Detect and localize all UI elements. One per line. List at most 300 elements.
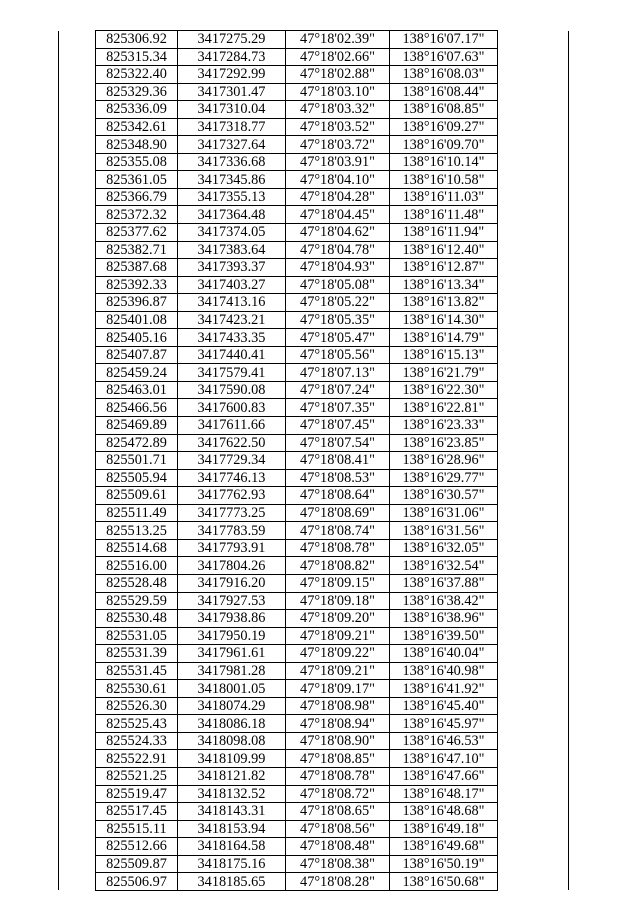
blank-left-cell	[59, 452, 96, 470]
latitude-cell: 47°18'05.22"	[286, 294, 390, 312]
blank-left-cell	[59, 732, 96, 750]
longitude-cell: 138°16'09.27"	[390, 118, 498, 136]
blank-right-cell	[498, 381, 569, 399]
northing-cell: 3418153.94	[178, 820, 286, 838]
latitude-cell: 47°18'03.10"	[286, 83, 390, 101]
easting-cell: 825348.90	[96, 136, 178, 154]
northing-cell: 3418098.08	[178, 732, 286, 750]
blank-right-cell	[498, 434, 569, 452]
blank-left-cell	[59, 31, 96, 49]
northing-cell: 3417783.59	[178, 522, 286, 540]
easting-cell: 825396.87	[96, 294, 178, 312]
table-row	[59, 557, 569, 575]
blank-right-cell	[498, 136, 569, 154]
blank-left-cell	[59, 715, 96, 733]
table-row	[59, 101, 569, 119]
table-row	[59, 206, 569, 224]
blank-right-cell	[498, 574, 569, 592]
blank-left-cell	[59, 66, 96, 84]
longitude-cell: 138°16'12.87"	[390, 259, 498, 277]
easting-cell: 825342.61	[96, 118, 178, 136]
latitude-cell: 47°18'08.64"	[286, 487, 390, 505]
table-row	[59, 136, 569, 154]
latitude-cell: 47°18'03.91"	[286, 153, 390, 171]
blank-right-cell	[498, 66, 569, 84]
blank-left-cell	[59, 259, 96, 277]
blank-right-cell	[498, 680, 569, 698]
longitude-cell: 138°16'14.30"	[390, 311, 498, 329]
blank-left-cell	[59, 557, 96, 575]
blank-left-cell	[59, 873, 96, 891]
table-row	[59, 434, 569, 452]
blank-right-cell	[498, 522, 569, 540]
northing-cell: 3417383.64	[178, 241, 286, 259]
northing-cell: 3418132.52	[178, 785, 286, 803]
longitude-cell: 138°16'13.34"	[390, 276, 498, 294]
longitude-cell: 138°16'31.06"	[390, 504, 498, 522]
longitude-cell: 138°16'45.97"	[390, 715, 498, 733]
longitude-cell: 138°16'32.05"	[390, 539, 498, 557]
latitude-cell: 47°18'05.56"	[286, 346, 390, 364]
latitude-cell: 47°18'09.17"	[286, 680, 390, 698]
blank-right-cell	[498, 785, 569, 803]
easting-cell: 825505.94	[96, 469, 178, 487]
latitude-cell: 47°18'07.24"	[286, 381, 390, 399]
blank-left-cell	[59, 83, 96, 101]
latitude-cell: 47°18'04.62"	[286, 224, 390, 242]
table-row	[59, 188, 569, 206]
table-row	[59, 522, 569, 540]
blank-right-cell	[498, 364, 569, 382]
blank-left-cell	[59, 767, 96, 785]
blank-left-cell	[59, 241, 96, 259]
northing-cell: 3417327.64	[178, 136, 286, 154]
blank-left-cell	[59, 522, 96, 540]
table-row	[59, 417, 569, 435]
easting-cell: 825506.97	[96, 873, 178, 891]
easting-cell: 825509.61	[96, 487, 178, 505]
latitude-cell: 47°18'05.47"	[286, 329, 390, 347]
table-row	[59, 539, 569, 557]
latitude-cell: 47°18'08.72"	[286, 785, 390, 803]
easting-cell: 825322.40	[96, 66, 178, 84]
easting-cell: 825372.32	[96, 206, 178, 224]
latitude-cell: 47°18'09.20"	[286, 610, 390, 628]
easting-cell: 825516.00	[96, 557, 178, 575]
latitude-cell: 47°18'08.94"	[286, 715, 390, 733]
blank-left-cell	[59, 838, 96, 856]
table-row	[59, 66, 569, 84]
blank-right-cell	[498, 592, 569, 610]
latitude-cell: 47°18'08.48"	[286, 838, 390, 856]
northing-cell: 3417793.91	[178, 539, 286, 557]
longitude-cell: 138°16'07.63"	[390, 48, 498, 66]
easting-cell: 825522.91	[96, 750, 178, 768]
blank-left-cell	[59, 294, 96, 312]
table-row	[59, 662, 569, 680]
easting-cell: 825315.34	[96, 48, 178, 66]
table-row	[59, 680, 569, 698]
easting-cell: 825377.62	[96, 224, 178, 242]
latitude-cell: 47°18'04.78"	[286, 241, 390, 259]
blank-right-cell	[498, 48, 569, 66]
blank-left-cell	[59, 662, 96, 680]
latitude-cell: 47°18'04.28"	[286, 188, 390, 206]
latitude-cell: 47°18'08.85"	[286, 750, 390, 768]
easting-cell: 825511.49	[96, 504, 178, 522]
latitude-cell: 47°18'08.78"	[286, 539, 390, 557]
table-row	[59, 83, 569, 101]
latitude-cell: 47°18'08.56"	[286, 820, 390, 838]
blank-right-cell	[498, 697, 569, 715]
coordinates-table	[58, 30, 569, 891]
easting-cell: 825306.92	[96, 31, 178, 49]
blank-right-cell	[498, 610, 569, 628]
longitude-cell: 138°16'47.10"	[390, 750, 498, 768]
table-row	[59, 592, 569, 610]
northing-cell: 3417284.73	[178, 48, 286, 66]
blank-left-cell	[59, 381, 96, 399]
latitude-cell: 47°18'08.74"	[286, 522, 390, 540]
longitude-cell: 138°16'09.70"	[390, 136, 498, 154]
northing-cell: 3417336.68	[178, 153, 286, 171]
northing-cell: 3417413.16	[178, 294, 286, 312]
easting-cell: 825525.43	[96, 715, 178, 733]
easting-cell: 825529.59	[96, 592, 178, 610]
table-row	[59, 171, 569, 189]
longitude-cell: 138°16'07.17"	[390, 31, 498, 49]
northing-cell: 3417310.04	[178, 101, 286, 119]
table-row	[59, 767, 569, 785]
table-row	[59, 346, 569, 364]
table-row	[59, 785, 569, 803]
longitude-cell: 138°16'11.48"	[390, 206, 498, 224]
longitude-cell: 138°16'31.56"	[390, 522, 498, 540]
northing-cell: 3417364.48	[178, 206, 286, 224]
northing-cell: 3417292.99	[178, 66, 286, 84]
table-row	[59, 838, 569, 856]
table-row	[59, 329, 569, 347]
northing-cell: 3417961.61	[178, 645, 286, 663]
blank-left-cell	[59, 539, 96, 557]
longitude-cell: 138°16'10.14"	[390, 153, 498, 171]
blank-right-cell	[498, 101, 569, 119]
blank-left-cell	[59, 118, 96, 136]
northing-cell: 3417746.13	[178, 469, 286, 487]
blank-right-cell	[498, 504, 569, 522]
blank-left-cell	[59, 487, 96, 505]
table-row	[59, 645, 569, 663]
longitude-cell: 138°16'15.13"	[390, 346, 498, 364]
latitude-cell: 47°18'08.98"	[286, 697, 390, 715]
northing-cell: 3417433.35	[178, 329, 286, 347]
coordinates-table-body	[59, 31, 569, 891]
blank-right-cell	[498, 118, 569, 136]
table-row	[59, 504, 569, 522]
blank-right-cell	[498, 224, 569, 242]
blank-left-cell	[59, 48, 96, 66]
latitude-cell: 47°18'03.32"	[286, 101, 390, 119]
easting-cell: 825524.33	[96, 732, 178, 750]
blank-left-cell	[59, 311, 96, 329]
blank-left-cell	[59, 188, 96, 206]
northing-cell: 3417804.26	[178, 557, 286, 575]
latitude-cell: 47°18'09.21"	[286, 662, 390, 680]
easting-cell: 825512.66	[96, 838, 178, 856]
blank-left-cell	[59, 855, 96, 873]
blank-left-cell	[59, 785, 96, 803]
northing-cell: 3418074.29	[178, 697, 286, 715]
longitude-cell: 138°16'40.04"	[390, 645, 498, 663]
table-row	[59, 118, 569, 136]
blank-left-cell	[59, 224, 96, 242]
easting-cell: 825466.56	[96, 399, 178, 417]
latitude-cell: 47°18'09.15"	[286, 574, 390, 592]
blank-right-cell	[498, 399, 569, 417]
longitude-cell: 138°16'46.53"	[390, 732, 498, 750]
longitude-cell: 138°16'22.30"	[390, 381, 498, 399]
longitude-cell: 138°16'28.96"	[390, 452, 498, 470]
table-row	[59, 487, 569, 505]
latitude-cell: 47°18'08.38"	[286, 855, 390, 873]
blank-right-cell	[498, 855, 569, 873]
latitude-cell: 47°18'02.39"	[286, 31, 390, 49]
latitude-cell: 47°18'09.22"	[286, 645, 390, 663]
blank-right-cell	[498, 539, 569, 557]
easting-cell: 825530.61	[96, 680, 178, 698]
easting-cell: 825469.89	[96, 417, 178, 435]
table-row	[59, 627, 569, 645]
blank-right-cell	[498, 276, 569, 294]
northing-cell: 3417301.47	[178, 83, 286, 101]
latitude-cell: 47°18'02.88"	[286, 66, 390, 84]
longitude-cell: 138°16'30.57"	[390, 487, 498, 505]
easting-cell: 825459.24	[96, 364, 178, 382]
blank-right-cell	[498, 294, 569, 312]
blank-right-cell	[498, 188, 569, 206]
easting-cell: 825329.36	[96, 83, 178, 101]
northing-cell: 3417318.77	[178, 118, 286, 136]
blank-right-cell	[498, 873, 569, 891]
blank-right-cell	[498, 487, 569, 505]
easting-cell: 825463.01	[96, 381, 178, 399]
blank-left-cell	[59, 469, 96, 487]
northing-cell: 3417374.05	[178, 224, 286, 242]
table-row	[59, 48, 569, 66]
blank-left-cell	[59, 171, 96, 189]
blank-right-cell	[498, 557, 569, 575]
northing-cell: 3417981.28	[178, 662, 286, 680]
longitude-cell: 138°16'08.44"	[390, 83, 498, 101]
longitude-cell: 138°16'41.92"	[390, 680, 498, 698]
longitude-cell: 138°16'45.40"	[390, 697, 498, 715]
table-row	[59, 31, 569, 49]
blank-right-cell	[498, 346, 569, 364]
table-row	[59, 697, 569, 715]
northing-cell: 3417916.20	[178, 574, 286, 592]
blank-right-cell	[498, 31, 569, 49]
longitude-cell: 138°16'22.81"	[390, 399, 498, 417]
longitude-cell: 138°16'12.40"	[390, 241, 498, 259]
easting-cell: 825531.39	[96, 645, 178, 663]
latitude-cell: 47°18'02.66"	[286, 48, 390, 66]
easting-cell: 825521.25	[96, 767, 178, 785]
easting-cell: 825515.11	[96, 820, 178, 838]
blank-right-cell	[498, 767, 569, 785]
blank-left-cell	[59, 592, 96, 610]
longitude-cell: 138°16'08.85"	[390, 101, 498, 119]
longitude-cell: 138°16'48.17"	[390, 785, 498, 803]
latitude-cell: 47°18'03.52"	[286, 118, 390, 136]
latitude-cell: 47°18'08.53"	[286, 469, 390, 487]
blank-left-cell	[59, 329, 96, 347]
table-row	[59, 452, 569, 470]
longitude-cell: 138°16'08.03"	[390, 66, 498, 84]
easting-cell: 825530.48	[96, 610, 178, 628]
table-row	[59, 574, 569, 592]
easting-cell: 825401.08	[96, 311, 178, 329]
table-row	[59, 381, 569, 399]
latitude-cell: 47°18'08.65"	[286, 803, 390, 821]
blank-right-cell	[498, 171, 569, 189]
easting-cell: 825387.68	[96, 259, 178, 277]
easting-cell: 825392.33	[96, 276, 178, 294]
blank-left-cell	[59, 627, 96, 645]
northing-cell: 3417590.08	[178, 381, 286, 399]
blank-right-cell	[498, 803, 569, 821]
northing-cell: 3418185.65	[178, 873, 286, 891]
latitude-cell: 47°18'08.69"	[286, 504, 390, 522]
latitude-cell: 47°18'08.78"	[286, 767, 390, 785]
blank-right-cell	[498, 206, 569, 224]
table-row	[59, 715, 569, 733]
blank-left-cell	[59, 820, 96, 838]
easting-cell: 825513.25	[96, 522, 178, 540]
blank-left-cell	[59, 417, 96, 435]
latitude-cell: 47°18'08.82"	[286, 557, 390, 575]
northing-cell: 3417622.50	[178, 434, 286, 452]
table-row	[59, 732, 569, 750]
blank-left-cell	[59, 504, 96, 522]
blank-right-cell	[498, 732, 569, 750]
blank-left-cell	[59, 697, 96, 715]
blank-right-cell	[498, 329, 569, 347]
blank-left-cell	[59, 206, 96, 224]
latitude-cell: 47°18'04.45"	[286, 206, 390, 224]
longitude-cell: 138°16'49.68"	[390, 838, 498, 856]
easting-cell: 825472.89	[96, 434, 178, 452]
table-row	[59, 153, 569, 171]
northing-cell: 3417403.27	[178, 276, 286, 294]
table-row	[59, 399, 569, 417]
easting-cell: 825526.30	[96, 697, 178, 715]
blank-left-cell	[59, 346, 96, 364]
blank-left-cell	[59, 276, 96, 294]
blank-left-cell	[59, 803, 96, 821]
blank-left-cell	[59, 680, 96, 698]
latitude-cell: 47°18'08.28"	[286, 873, 390, 891]
blank-left-cell	[59, 434, 96, 452]
blank-left-cell	[59, 645, 96, 663]
longitude-cell: 138°16'14.79"	[390, 329, 498, 347]
blank-right-cell	[498, 153, 569, 171]
blank-left-cell	[59, 750, 96, 768]
northing-cell: 3417600.83	[178, 399, 286, 417]
longitude-cell: 138°16'29.77"	[390, 469, 498, 487]
northing-cell: 3418121.82	[178, 767, 286, 785]
northing-cell: 3417355.13	[178, 188, 286, 206]
easting-cell: 825501.71	[96, 452, 178, 470]
longitude-cell: 138°16'13.82"	[390, 294, 498, 312]
table-row	[59, 873, 569, 891]
table-row	[59, 803, 569, 821]
northing-cell: 3418086.18	[178, 715, 286, 733]
table-row	[59, 241, 569, 259]
northing-cell: 3417423.21	[178, 311, 286, 329]
table-row	[59, 224, 569, 242]
easting-cell: 825382.71	[96, 241, 178, 259]
table-row	[59, 820, 569, 838]
longitude-cell: 138°16'21.79"	[390, 364, 498, 382]
longitude-cell: 138°16'50.68"	[390, 873, 498, 891]
latitude-cell: 47°18'09.21"	[286, 627, 390, 645]
longitude-cell: 138°16'11.94"	[390, 224, 498, 242]
northing-cell: 3418143.31	[178, 803, 286, 821]
northing-cell: 3418001.05	[178, 680, 286, 698]
longitude-cell: 138°16'23.85"	[390, 434, 498, 452]
northing-cell: 3417579.41	[178, 364, 286, 382]
blank-right-cell	[498, 750, 569, 768]
blank-right-cell	[498, 838, 569, 856]
northing-cell: 3417275.29	[178, 31, 286, 49]
table-row	[59, 276, 569, 294]
northing-cell: 3417773.25	[178, 504, 286, 522]
latitude-cell: 47°18'07.54"	[286, 434, 390, 452]
northing-cell: 3418175.16	[178, 855, 286, 873]
blank-left-cell	[59, 153, 96, 171]
blank-left-cell	[59, 136, 96, 154]
northing-cell: 3417393.37	[178, 259, 286, 277]
latitude-cell: 47°18'09.18"	[286, 592, 390, 610]
longitude-cell: 138°16'38.42"	[390, 592, 498, 610]
latitude-cell: 47°18'08.41"	[286, 452, 390, 470]
blank-left-cell	[59, 610, 96, 628]
longitude-cell: 138°16'37.88"	[390, 574, 498, 592]
longitude-cell: 138°16'50.19"	[390, 855, 498, 873]
table-row	[59, 259, 569, 277]
blank-right-cell	[498, 83, 569, 101]
latitude-cell: 47°18'08.90"	[286, 732, 390, 750]
easting-cell: 825336.09	[96, 101, 178, 119]
northing-cell: 3417440.41	[178, 346, 286, 364]
blank-right-cell	[498, 662, 569, 680]
longitude-cell: 138°16'40.98"	[390, 662, 498, 680]
blank-right-cell	[498, 452, 569, 470]
blank-right-cell	[498, 645, 569, 663]
easting-cell: 825519.47	[96, 785, 178, 803]
blank-left-cell	[59, 364, 96, 382]
easting-cell: 825366.79	[96, 188, 178, 206]
blank-right-cell	[498, 311, 569, 329]
easting-cell: 825531.45	[96, 662, 178, 680]
easting-cell: 825509.87	[96, 855, 178, 873]
table-row	[59, 469, 569, 487]
northing-cell: 3417345.86	[178, 171, 286, 189]
northing-cell: 3417938.86	[178, 610, 286, 628]
blank-left-cell	[59, 399, 96, 417]
easting-cell: 825531.05	[96, 627, 178, 645]
blank-right-cell	[498, 469, 569, 487]
